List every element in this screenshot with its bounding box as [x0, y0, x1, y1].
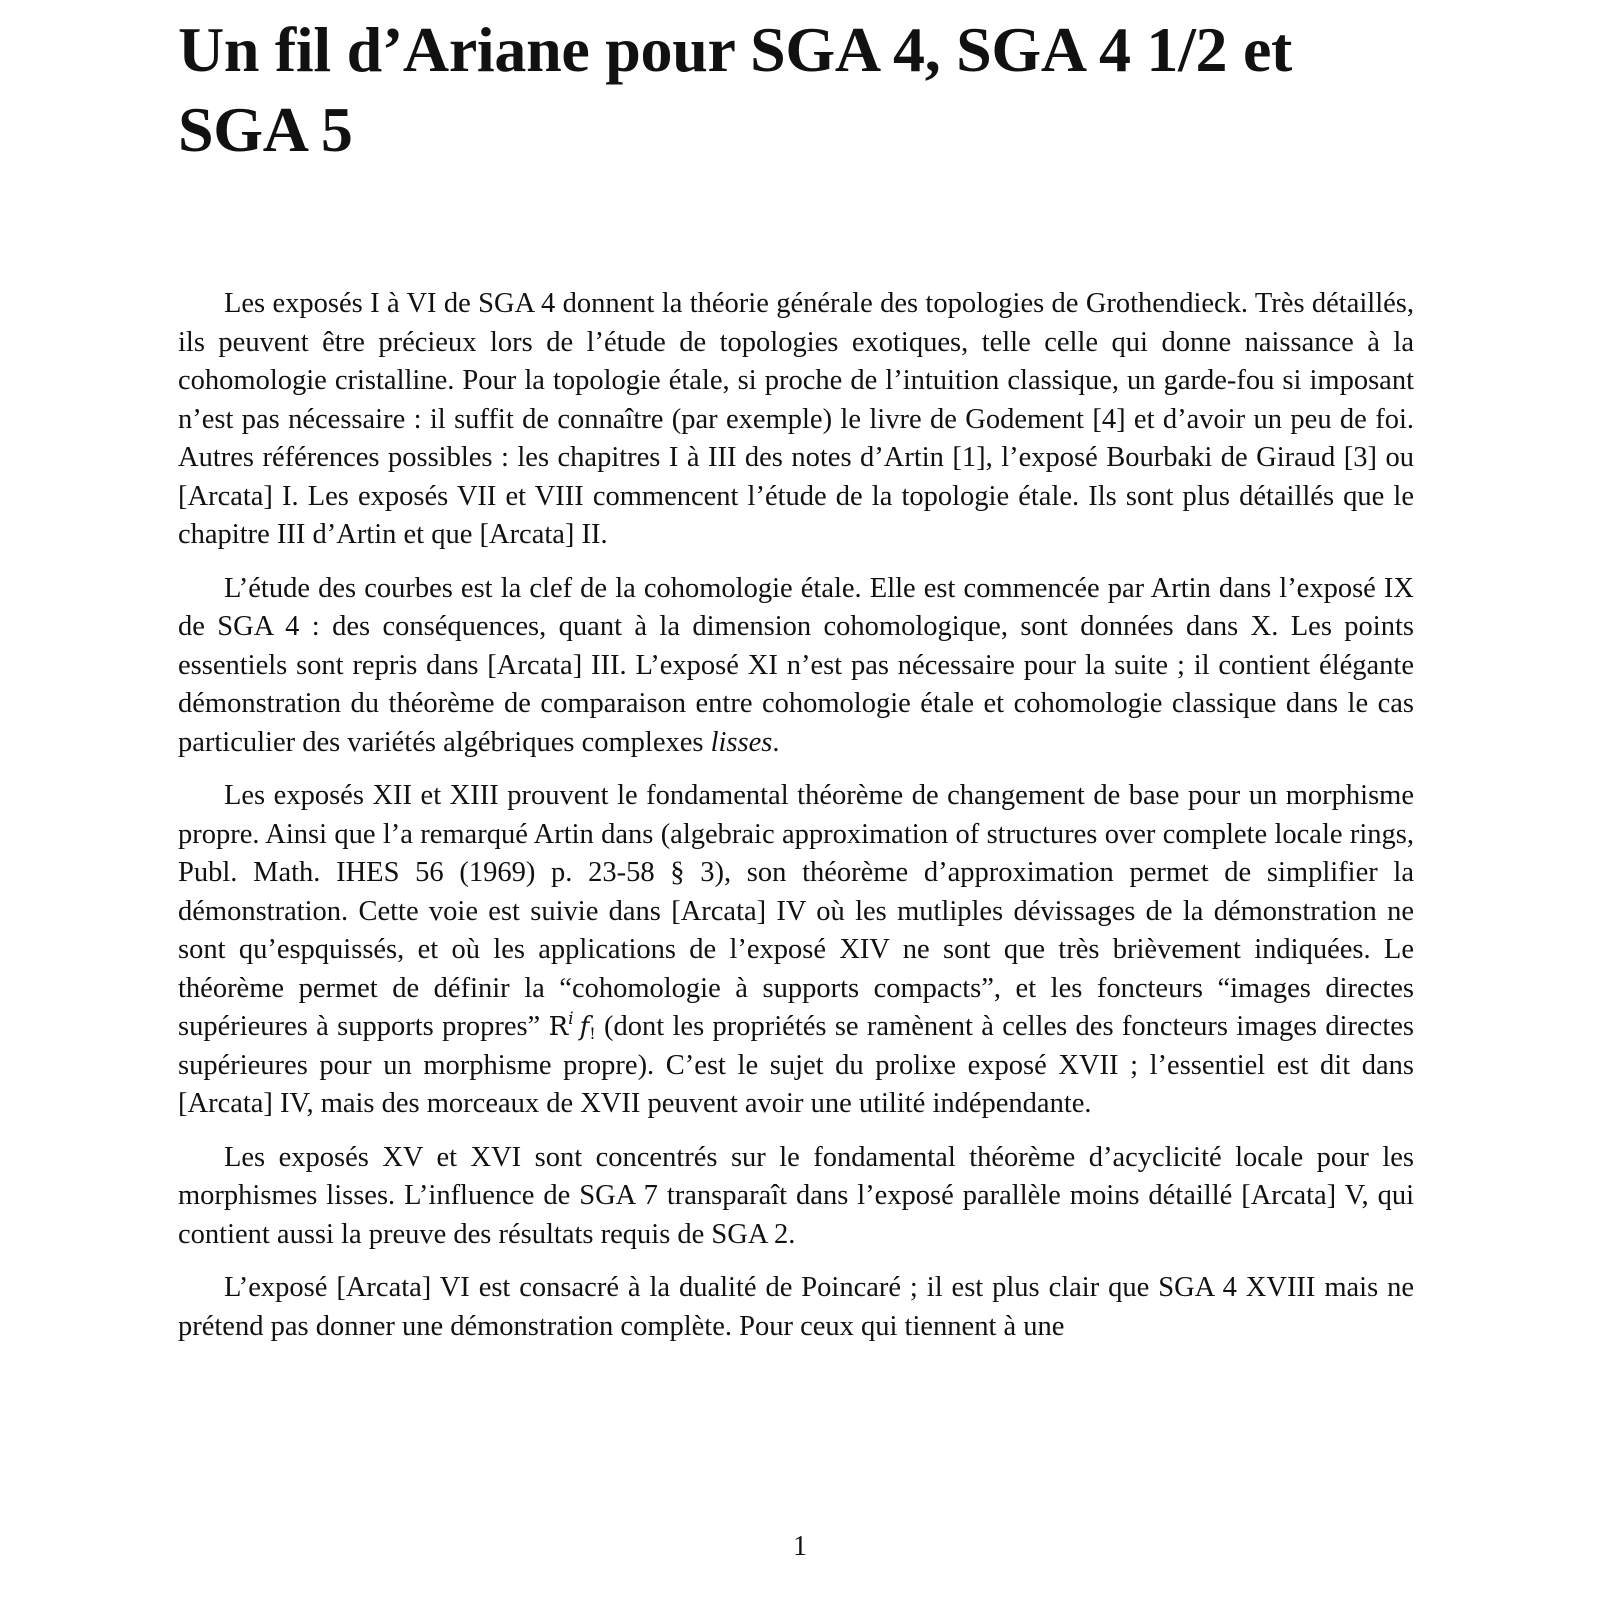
math-superscript: i — [568, 1009, 574, 1029]
paragraph-2 — [178, 570, 1414, 763]
paragraph-3 — [178, 777, 1414, 1124]
math-formula — [548, 1009, 596, 1043]
paragraph-3-text-before: Les exposés XII et XIII prouvent le fondamental théorème de changement de base pour un morphisme propre. Ainsi que l’a remarqué Artin dans (algebraic approximation of structures over complete locale rings, Publ. Math. IHES 56 (1969) p. 23-58 § 3), son théorème d’approximation permet de simplifier la démonstration. Cette voie est suivie dans [Arcata] IV où les mutliples dévissages de la démonstration ne sont qu’espquissés, et où les applications de l’exposé XIV ne sont que très brièvement indiquées. Le théorème permet de définir la “cohomologie à supports compacts”, et les foncteurs “images directes supérieures à supports propres” — [178, 780, 1414, 1042]
paragraph-3-text-after: (dont les propriétés se ramènent à celles des foncteurs images directes supérieures pour un morphisme propre). C’est le sujet du prolixe exposé XVII ; l’essentiel est dit dans [Arcata] IV, mais des morceaux de XVII peuvent avoir une utilité indépendante. — [178, 1011, 1414, 1119]
paragraph-5: L’exposé [Arcata] VI est consacré à la dualité de Poincaré ; il est plus clair que SGA 4 XVIII mais ne prétend pas donner une démonstration complète. Pour ceux qui tiennent à une — [178, 1272, 1414, 1342]
paragraph-2-text: L’étude des courbes est la clef de la cohomologie étale. Elle est commencée par Artin dans l’exposé IX de SGA 4 : des conséquences, quant à la dimension cohomologique, sont données dans X. Les points essentiels sont repris dans [Arcata] III. L’exposé XI n’est pas nécessaire pour la suite ; il contient élégante démonstration du théorème de comparaison entre cohomologie étale et cohomologie classique dans le cas particulier des variétés algébriques complexes — [178, 572, 1414, 758]
paragraph-1: Les exposés I à VI de SGA 4 donnent la théorie générale des topologies de Grothendieck. Très détaillés, ils peuvent être précieux lors de l’étude de topologies exotiques, telle celle qui donne naissance à la cohomologie cristalline. Pour la topologie étale, si proche de l’intuition classique, un garde-fou si imposant n’est pas nécessaire : il suffit de connaître (par exemple) le livre de Godement [4] et d’avoir un peu de foi. Autres références possibles : les chapitres I à III des notes d’Artin [1], l’exposé Bourbaki de Giraud [3] ou [Arcata] I. Les exposés VII et VIII commencent l’étude de la topologie étale. Ils sont plus détaillés que le chapitre III d’Artin et que [Arcata] II. — [178, 288, 1414, 550]
body-text — [178, 285, 1414, 1361]
paragraph-2-end: . — [772, 726, 780, 758]
math-subscript: ! — [589, 1024, 596, 1043]
emphasis-lisses: lisses — [710, 726, 773, 758]
math-function: f — [579, 1012, 590, 1042]
math-operator: R — [548, 1012, 569, 1042]
page-title: Un fil d’Ariane pour SGA 4, SGA 4 1/2 et SGA 5 — [178, 14, 1293, 165]
page-number: 1 — [793, 1531, 807, 1562]
paragraph-4: Les exposés XV et XVI sont concentrés sur le fondamental théorème d’acyclicité locale pour les morphismes lisses. L’influence de SGA 7 transparaît dans l’exposé parallèle moins détaillé [Arcata] V, qui contient aussi la preuve des résultats requis de SGA 2. — [178, 1141, 1414, 1250]
